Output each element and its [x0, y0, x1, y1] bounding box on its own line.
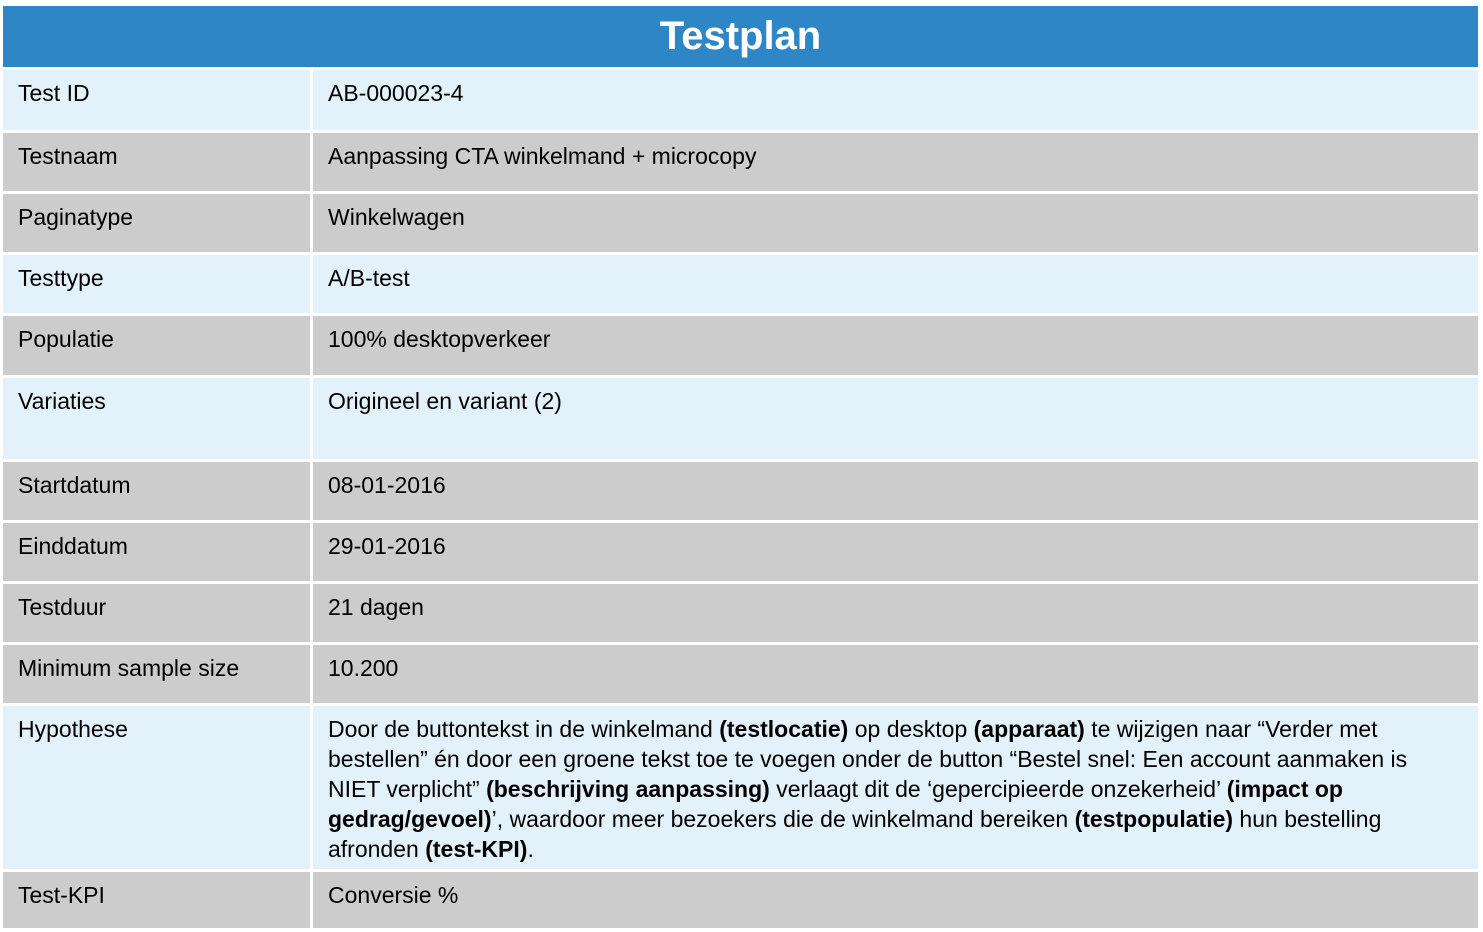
- hypothese-bold-part: (test-KPI): [425, 836, 528, 862]
- row-value: A/B-test: [328, 265, 410, 291]
- row-einddatum: [3, 520, 1478, 581]
- hypothese-text-part: Door de buttontekst in de winkelmand: [328, 716, 720, 742]
- row-value: Aanpassing CTA winkelmand + microcopy: [328, 143, 757, 169]
- row-value: 21 dagen: [328, 594, 424, 620]
- row-label: Testduur: [3, 584, 313, 642]
- row-value: Conversie %: [328, 882, 459, 908]
- hypothese-text: [313, 706, 1478, 869]
- testplan-table: [3, 6, 1478, 928]
- hypothese-bold-part: (apparaat): [973, 716, 1085, 742]
- row-test-kpi: [3, 869, 1478, 928]
- hypothese-bold-part: (beschrijving aanpassing): [486, 776, 770, 802]
- row-label: Test ID: [3, 70, 313, 130]
- row-label: Hypothese: [3, 706, 313, 869]
- hypothese-bold-part: (testlocatie): [719, 716, 849, 742]
- row-label: Populatie: [3, 316, 313, 375]
- hypothese-text-part: verlaagt dit de ‘gepercipieerde onzekerheid’: [769, 776, 1227, 802]
- hypothese-text-part: .: [527, 836, 534, 862]
- hypothese-text-part: op desktop: [848, 716, 974, 742]
- row-value: 10.200: [328, 655, 399, 681]
- row-variaties: [3, 375, 1478, 459]
- table-title: Testplan: [3, 6, 1478, 67]
- row-label: Paginatype: [3, 194, 313, 252]
- hypothese-text-part: ’, waardoor meer bezoekers die de winkelmand bereiken: [491, 806, 1075, 832]
- row-value: Winkelwagen: [328, 204, 465, 230]
- row-testnaam: [3, 130, 1478, 191]
- row-label: Startdatum: [3, 462, 313, 520]
- hypothese-bold-part: (impact op gedrag/gevoel): [328, 776, 1343, 832]
- row-minimum-sample-size: [3, 642, 1478, 703]
- row-testtype: [3, 252, 1478, 313]
- row-label: Test-KPI: [3, 872, 313, 928]
- row-label: Einddatum: [3, 523, 313, 581]
- row-hypothese: [3, 703, 1478, 869]
- row-value: Origineel en variant (2): [328, 388, 562, 414]
- row-label: Testnaam: [3, 133, 313, 191]
- row-value: 08-01-2016: [328, 472, 446, 498]
- row-value: AB-000023-4: [328, 80, 464, 106]
- row-testduur: [3, 581, 1478, 642]
- row-label: Minimum sample size: [3, 645, 313, 703]
- hypothese-bold-part: (testpopulatie): [1074, 806, 1234, 832]
- row-startdatum: [3, 459, 1478, 520]
- row-test-id: [3, 67, 1478, 130]
- row-label: Variaties: [3, 378, 313, 459]
- hypothese-text-part: te wijzigen naar “Verder met bestellen” én door een groene tekst toe te voegen onder de button “Bestel snel: Een account aanmaken is NIET verplicht”: [328, 716, 1408, 802]
- row-value: 100% desktopverkeer: [328, 326, 551, 352]
- row-paginatype: [3, 191, 1478, 252]
- row-value: 29-01-2016: [328, 533, 446, 559]
- hypothese-text-part: hun bestelling afronden: [328, 806, 1382, 862]
- row-populatie: [3, 313, 1478, 375]
- row-label: Testtype: [3, 255, 313, 313]
